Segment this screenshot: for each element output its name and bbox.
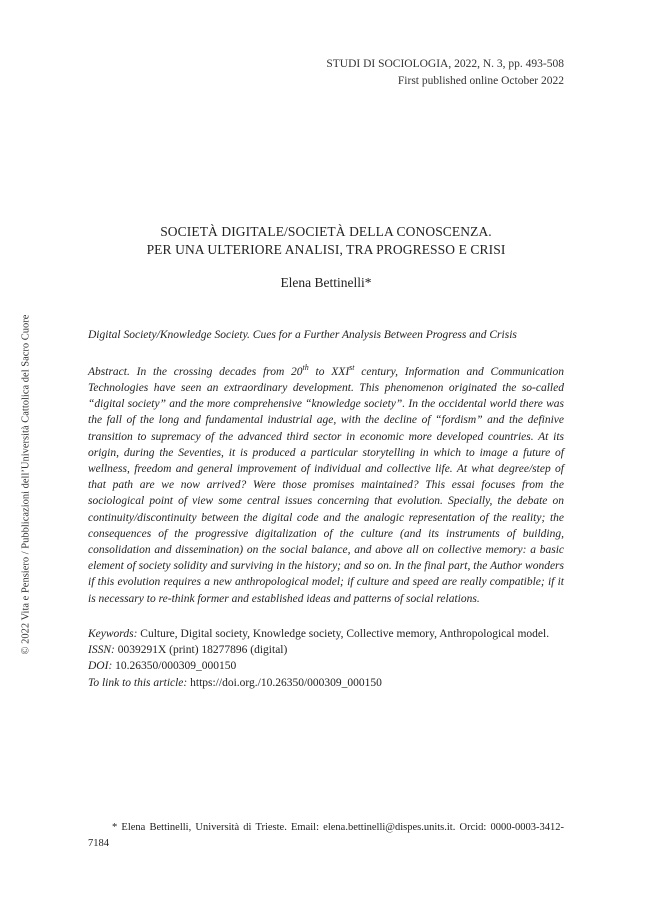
- article-link: [88, 675, 564, 691]
- article-link-label: To link to this article:: [88, 676, 188, 689]
- doi-value: 10.26350/000309_000150: [112, 660, 237, 673]
- issn: [88, 642, 564, 658]
- article-link-url[interactable]: https://doi.org./10.26350/000309_000150: [187, 676, 382, 689]
- doi: [88, 658, 564, 674]
- doi-label: DOI:: [88, 660, 113, 673]
- abstract-mid: to XXI: [308, 365, 350, 378]
- keywords-label: Keywords:: [88, 628, 138, 640]
- author-footnote: * Elena Bettinelli, Università di Trieste. Email: elena.bettinelli@dispes.units.it. Orcid: 0000-0003-3412-7184: [88, 822, 564, 849]
- title-line-2: PER UNA ULTERIORE ANALISI, TRA PROGRESSO E CRISI: [146, 241, 506, 257]
- article-metadata: [88, 626, 564, 691]
- title-line-1: SOCIETÀ DIGITALE/SOCIETÀ DELLA CONOSCENZA.: [160, 224, 492, 239]
- superscript-th: th: [302, 363, 309, 372]
- issn-value: 0039291X (print) 18277896 (digital): [114, 644, 288, 657]
- journal-header: [326, 56, 564, 90]
- abstract: [88, 360, 564, 607]
- abstract-lead: Abstract. In the crossing decades from 20: [88, 365, 303, 378]
- superscript-st: st: [349, 363, 355, 372]
- journal-citation: STUDI DI SOCIOLOGIA, 2022, N. 3, pp. 493-508: [326, 58, 564, 70]
- issn-label: ISSN:: [88, 644, 115, 657]
- author-name: Elena Bettinelli*: [280, 275, 372, 290]
- keywords-value: Culture, Digital society, Knowledge society, Collective memory, Anthropological model.: [137, 628, 550, 640]
- english-title: Digital Society/Knowledge Society. Cues for a Further Analysis Between Progress and Crisis: [88, 329, 517, 341]
- article-title: [88, 223, 564, 258]
- publication-date: First published online October 2022: [397, 75, 564, 87]
- copyright-notice: © 2022 Vita e Pensiero / Pubblicazioni dell’Università Cattolica del Sacro Cuore: [20, 314, 32, 655]
- abstract-body: century, Information and Communication Technologies have seen an extraordinary development. This phenomenon originated the so-called “digital society” and the more comprehensive “knowledge society”. In the occidental world there was the fall of the long and fundamental industrial age, with the decline of “fordism” and the definive transition to supremacy of the advanced third sector in economic more developed countries. At its origin, during the Seventies, it is produced a particular storytelling in which to image a future of wellness, freedom and general improvement of individual and collective life. At what degree/step of that path are we now arrived? Were those promises maintained? This essai focuses from the sociological point of view some central issues concerning that evolution. Specially, the debate on continuity/discontinuity between the digital code and the analogic representation of the reality; the consequences of the progressive digitalization of the culture (and its instruments of building, consolidation and dissemination) on the social balance, and above all on collective memory: a basic element of society solidity and surviving in the history; and so on. In the final part, the Author wonders if this evolution requires a new anthropological model; if culture and speed are really compatible; if it is necessary to re-think former and established ideas and patterns of social relations.: [88, 365, 565, 605]
- keywords: [88, 626, 564, 642]
